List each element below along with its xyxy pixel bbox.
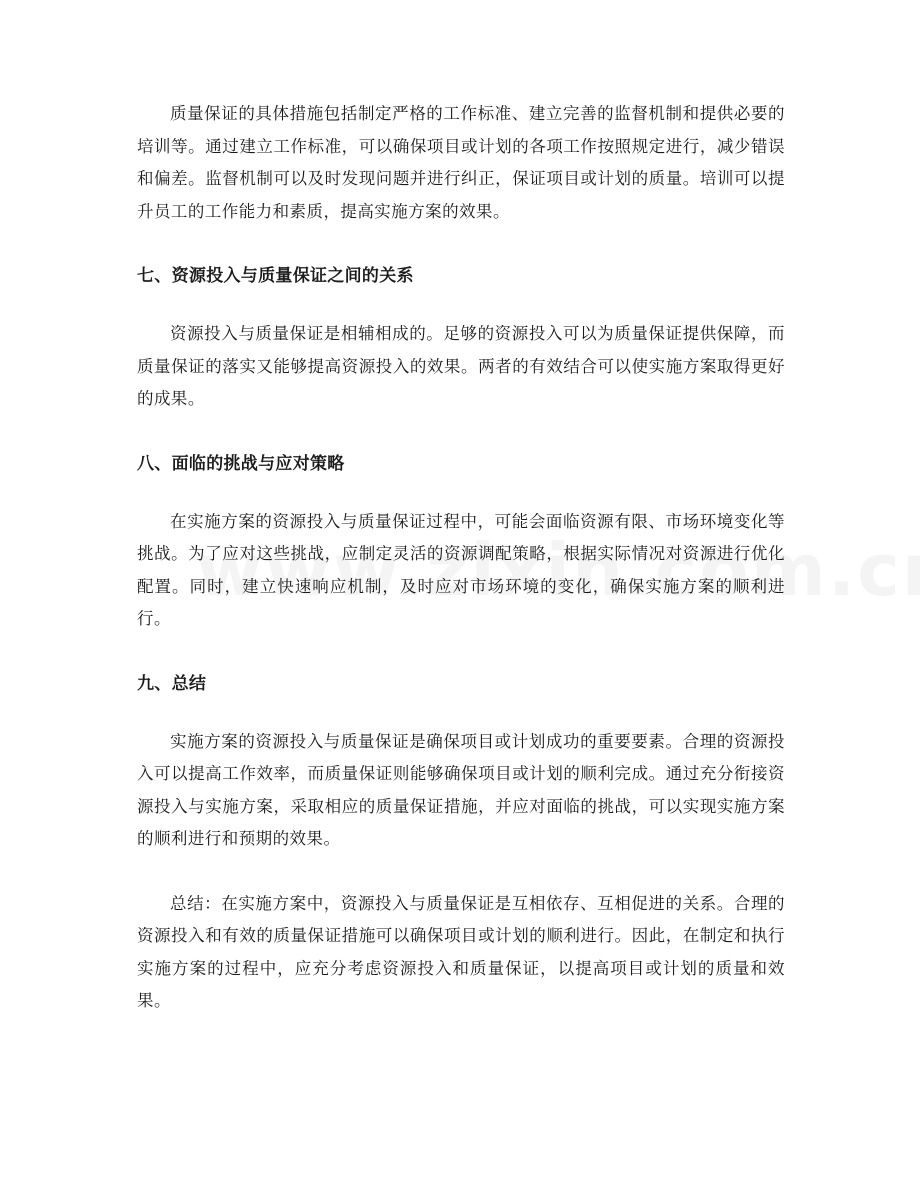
paragraph-quality-measures: 质量保证的具体措施包括制定严格的工作标准、建立完善的监督机制和提供必要的培训等。通过建立工作标准，可以确保项目或计划的各项工作按照规定进行，减少错误和偏差。监督机制可以及时发现问题并进行纠正，保证项目或计划的质量。培训可以提升员工的工作能力和素质，提高实施方案的效果。	[137, 104, 785, 221]
document-body	[137, 98, 785, 1018]
paragraph-challenges: 在实施方案的资源投入与质量保证过程中，可能会面临资源有限、市场环境变化等挑战。为了应对这些挑战，应制定灵活的资源调配策略，根据实际情况对资源进行优化配置。同时，建立快速响应机制，及时应对市场环境的变化，确保实施方案的顺利进行。	[137, 511, 785, 628]
section-heading-9: 九、总结	[137, 673, 207, 694]
paragraph-relationship: 资源投入与质量保证是相辅相成的。足够的资源投入可以为质量保证提供保障，而质量保证的落实又能够提高资源投入的效果。两者的有效结合可以使实施方案取得更好的成果。	[137, 324, 785, 408]
paragraph-conclusion: 总结：在实施方案中，资源投入与质量保证是互相依存、互相促进的关系。合理的资源投入和有效的质量保证措施可以确保项目或计划的顺利进行。因此，在制定和执行实施方案的过程中，应充分考虑资源投入和质量保证，以提高项目或计划的质量和效果。	[137, 893, 785, 1010]
paragraph-summary: 实施方案的资源投入与质量保证是确保项目或计划成功的重要要素。合理的资源投入可以提高工作效率，而质量保证则能够确保项目或计划的顺利完成。通过充分衔接资源投入与实施方案，采取相应的质量保证措施，并应对面临的挑战，可以实现实施方案的顺利进行和预期的效果。	[137, 731, 785, 848]
section-heading-7: 七、资源投入与质量保证之间的关系	[137, 266, 414, 286]
section-heading-8: 八、面临的挑战与应对策略	[137, 453, 345, 474]
